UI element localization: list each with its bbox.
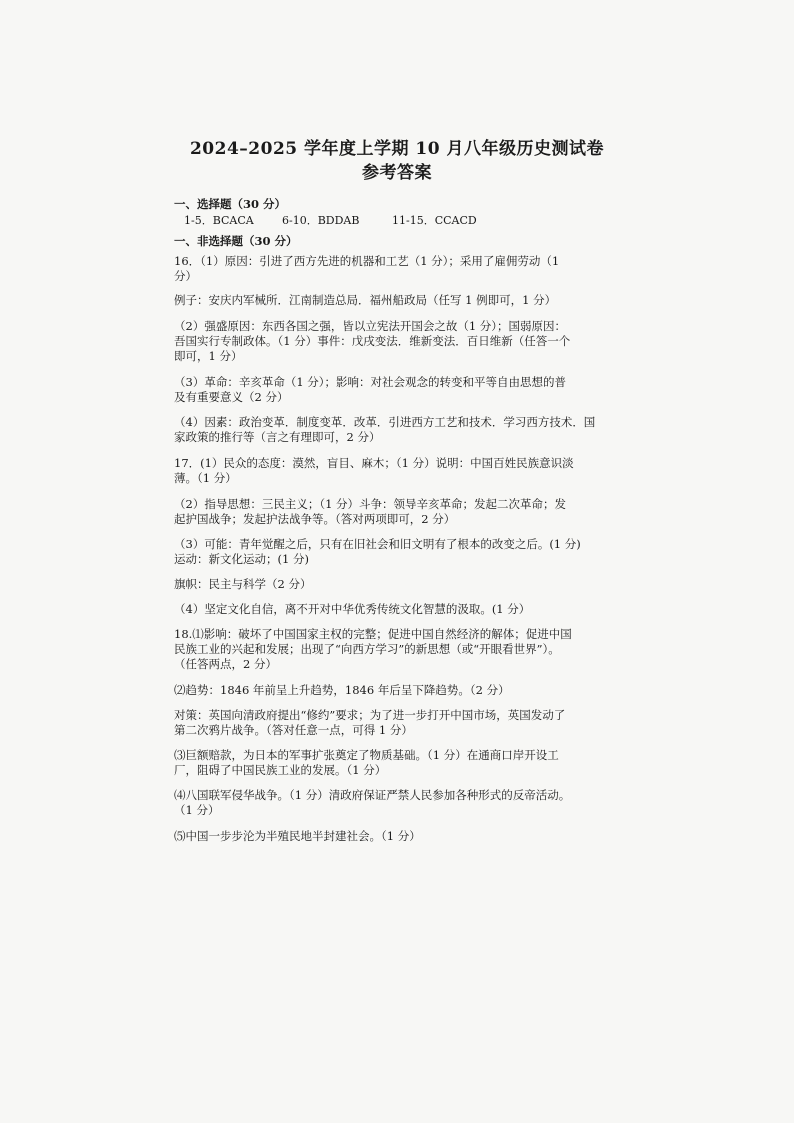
answer-line: （3）革命：辛亥革命（1 分）；影响：对社会观念的转变和平等自由思想的普 (174, 375, 567, 389)
answer-line: 旗帜：民主与科学（2 分） (174, 577, 312, 591)
answer-line: 对策：英国向清政府提出“修约”要求；为了进一步打开中国市场，英国发动了 (174, 708, 566, 722)
answer-line: 运动：新文化运动；(1 分) (174, 552, 309, 566)
answer-line: （2）指导思想：三民主义；（1 分）斗争：领导辛亥革命；发起二次革命；发 (174, 497, 567, 511)
mc-answers-11-15: 11-15．CCACD (392, 214, 477, 227)
mc-answers-6-10: 6-10．BDDAB (282, 214, 360, 227)
page-subtitle: 参考答案 (362, 163, 432, 183)
answer-line: ⑷八国联军侵华战争。（1 分）清政府保证严禁人民参加各种形式的反帝活动。 (174, 788, 571, 802)
answer-line: 厂，阻碍了中国民族工业的发展。（1 分） (174, 763, 387, 777)
page-title: 2024–2025 学年度上学期 10 月八年级历史测试卷 (189, 139, 605, 159)
answer-line: （4）因素：政治变革．制度变革．改革．引进西方工艺和技术．学习西方技术．国 (174, 415, 596, 429)
answer-line: （4）坚定文化自信，离不开对中华优秀传统文化智慧的汲取。(1 分） (174, 602, 531, 616)
section-heading-non-choice: 一、非选择题（30 分） (174, 234, 298, 248)
answer-line: 薄。（1 分） (174, 471, 237, 485)
answer-line: 民族工业的兴起和发展；出现了“向西方学习”的新思想（或“开眼看世界”）。 (174, 642, 560, 656)
answer-line: 及有重要意义（2 分） (174, 390, 289, 404)
answer-line: （2）强盛原因：东西各国之强，皆以立宪法开国会之故（1 分）；国弱原因： (174, 319, 567, 333)
answer-line: 分） (174, 269, 197, 283)
mc-answers-1-5: 1-5．BCACA (184, 214, 254, 227)
answer-line: （任答两点，2 分） (174, 657, 277, 671)
answer-line: ⑸中国一步步沦为半殖民地半封建社会。（1 分） (174, 829, 421, 843)
answer-line: （1 分） (174, 803, 220, 817)
answer-line: ⑶巨额赔款，为日本的军事扩张奠定了物质基础。（1 分）在通商口岸开设工 (174, 748, 559, 762)
answer-line: 17．(1）民众的态度：漠然，盲目、麻木；（1 分）说明：中国百姓民族意识淡 (174, 456, 574, 470)
answer-line: 吾国实行专制政体。（1 分）事件：戊戌变法．维新变法．百日维新（任答一个 (174, 334, 571, 348)
answer-line: 即可，1 分） (174, 349, 243, 363)
answer-line: ⑵趋势：1846 年前呈上升趋势，1846 年后呈下降趋势。（2 分） (174, 683, 510, 697)
answer-line: 18.⑴影响：破坏了中国国家主权的完整；促进中国自然经济的解体；促进中国 (174, 627, 572, 641)
answer-line: 例子：安庆内军械所．江南制造总局．福州船政局（任写 1 例即可，1 分） (174, 293, 557, 307)
answer-line: 16．（1）原因：引进了西方先进的机器和工艺（1 分）；采用了雇佣劳动（1 (174, 254, 560, 268)
answer-line: 第二次鸦片战争。（答对任意一点，可得 1 分） (174, 723, 413, 737)
section-heading-multiple-choice: 一、选择题（30 分） (174, 197, 287, 211)
answer-line: 家政策的推行等（言之有理即可，2 分） (174, 430, 381, 444)
answer-line: 起护国战争；发起护法战争等。（答对两项即可，2 分） (174, 512, 456, 526)
answer-line: （3）可能：青年觉醒之后，只有在旧社会和旧文明有了根本的改变之后。(1 分) (174, 537, 581, 551)
